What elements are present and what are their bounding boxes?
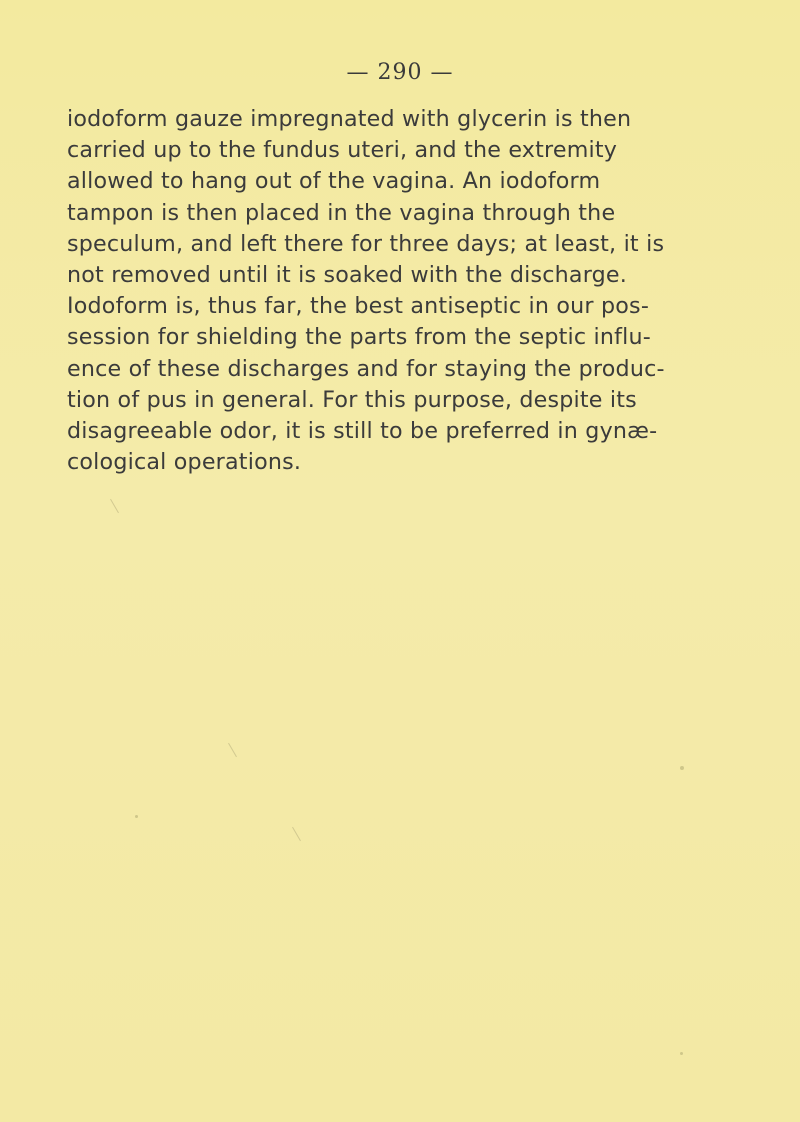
text-line: carried up to the fundus uteri, and the extremity <box>67 137 618 164</box>
paper-speck <box>135 815 138 818</box>
body-text <box>67 104 727 478</box>
text-line: not removed until it is soaked with the discharge. <box>67 262 628 289</box>
paper-mark <box>228 743 237 757</box>
text-line: tion of pus in general. For this purpose, despite its <box>67 386 637 413</box>
text-line: session for shielding the parts from the septic influ- <box>67 324 652 351</box>
page-number: — 290 — <box>346 60 454 85</box>
paper-speck <box>680 766 684 770</box>
paper-mark <box>292 827 301 841</box>
paper-mark <box>110 499 119 513</box>
text-line: Iodoform is, thus far, the best antiseptic in our pos- <box>67 293 650 320</box>
text-line: disagreeable odor, it is still to be preferred in gynæ- <box>67 418 658 445</box>
text-line: cological operations. <box>67 449 302 476</box>
paper-speck <box>680 1052 683 1055</box>
text-line: speculum, and left there for three days; at least, it is <box>67 230 665 257</box>
text-line: ence of these discharges and for staying the produc- <box>67 355 665 382</box>
text-line: allowed to hang out of the vagina. An iodoform <box>67 168 601 195</box>
text-line: tampon is then placed in the vagina through the <box>67 199 616 226</box>
text-line: iodoform gauze impregnated with glycerin is then <box>67 106 632 132</box>
